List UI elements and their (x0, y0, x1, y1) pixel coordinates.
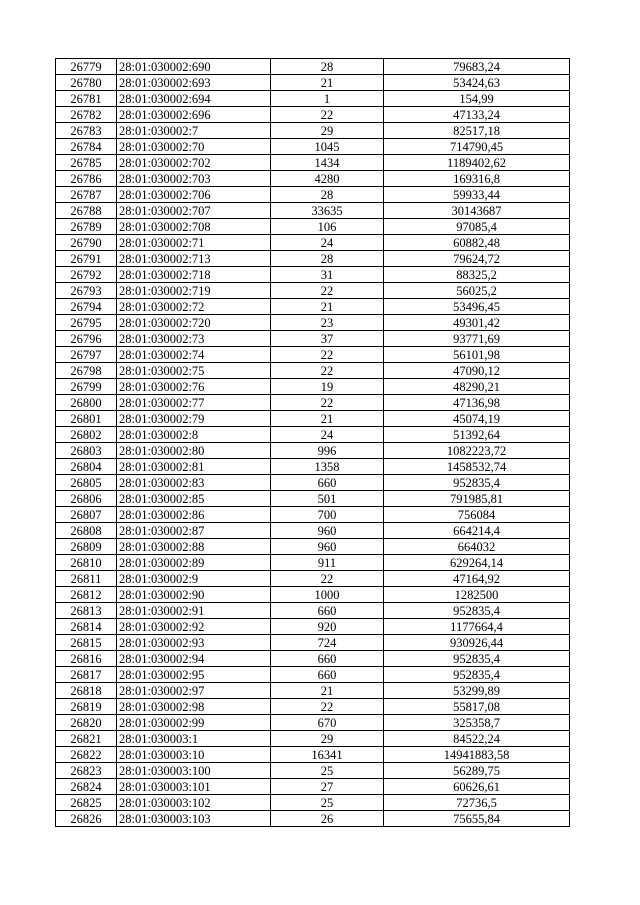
area-cell: 724 (271, 635, 384, 651)
value-cell: 952835,4 (384, 667, 570, 683)
value-cell: 714790,45 (384, 139, 570, 155)
row-number-cell: 26788 (56, 203, 117, 219)
row-number-cell: 26781 (56, 91, 117, 107)
table-row (56, 523, 570, 539)
row-number-cell: 26819 (56, 699, 117, 715)
row-number-cell: 26821 (56, 731, 117, 747)
row-number-cell: 26800 (56, 395, 117, 411)
value-cell: 60626,61 (384, 779, 570, 795)
row-number-cell: 26787 (56, 187, 117, 203)
row-number-cell: 26823 (56, 763, 117, 779)
value-cell: 952835,4 (384, 651, 570, 667)
table-row (56, 779, 570, 795)
row-number-cell: 26785 (56, 155, 117, 171)
row-number-cell: 26794 (56, 299, 117, 315)
area-cell: 960 (271, 523, 384, 539)
area-cell: 501 (271, 491, 384, 507)
row-number-cell: 26795 (56, 315, 117, 331)
area-cell: 21 (271, 411, 384, 427)
area-cell: 660 (271, 651, 384, 667)
table-row (56, 411, 570, 427)
row-number-cell: 26816 (56, 651, 117, 667)
table-row (56, 475, 570, 491)
cadastral-number-cell: 28:01:030002:97 (117, 683, 271, 699)
value-cell: 791985,81 (384, 491, 570, 507)
table-row (56, 363, 570, 379)
value-cell: 47136,98 (384, 395, 570, 411)
cadastral-number-cell: 28:01:030003:1 (117, 731, 271, 747)
table-row (56, 203, 570, 219)
value-cell: 53496,45 (384, 299, 570, 315)
cadastral-number-cell: 28:01:030002:74 (117, 347, 271, 363)
area-cell: 21 (271, 299, 384, 315)
value-cell: 1189402,62 (384, 155, 570, 171)
area-cell: 660 (271, 475, 384, 491)
value-cell: 664214,4 (384, 523, 570, 539)
table-row (56, 507, 570, 523)
area-cell: 22 (271, 283, 384, 299)
value-cell: 48290,21 (384, 379, 570, 395)
cadastral-number-cell: 28:01:030002:90 (117, 587, 271, 603)
cadastral-number-cell: 28:01:030002:95 (117, 667, 271, 683)
value-cell: 1082223,72 (384, 443, 570, 459)
value-cell: 79683,24 (384, 59, 570, 75)
value-cell: 82517,18 (384, 123, 570, 139)
cadastral-number-cell: 28:01:030003:102 (117, 795, 271, 811)
table-row (56, 299, 570, 315)
row-number-cell: 26783 (56, 123, 117, 139)
value-cell: 79624,72 (384, 251, 570, 267)
table-row (56, 667, 570, 683)
area-cell: 29 (271, 123, 384, 139)
table-row (56, 651, 570, 667)
row-number-cell: 26790 (56, 235, 117, 251)
area-cell: 23 (271, 315, 384, 331)
area-cell: 700 (271, 507, 384, 523)
table-row (56, 331, 570, 347)
value-cell: 88325,2 (384, 267, 570, 283)
cadastral-number-cell: 28:01:030002:98 (117, 699, 271, 715)
value-cell: 952835,4 (384, 475, 570, 491)
value-cell: 56101,98 (384, 347, 570, 363)
cadastral-number-cell: 28:01:030002:708 (117, 219, 271, 235)
table-row (56, 59, 570, 75)
row-number-cell: 26812 (56, 587, 117, 603)
value-cell: 47090,12 (384, 363, 570, 379)
value-cell: 45074,19 (384, 411, 570, 427)
cadastral-number-cell: 28:01:030002:86 (117, 507, 271, 523)
value-cell: 169316,8 (384, 171, 570, 187)
table-row (56, 395, 570, 411)
cadastral-number-cell: 28:01:030003:100 (117, 763, 271, 779)
value-cell: 59933,44 (384, 187, 570, 203)
row-number-cell: 26806 (56, 491, 117, 507)
cadastral-number-cell: 28:01:030002:73 (117, 331, 271, 347)
area-cell: 660 (271, 667, 384, 683)
row-number-cell: 26825 (56, 795, 117, 811)
row-number-cell: 26811 (56, 571, 117, 587)
cadastral-number-cell: 28:01:030002:706 (117, 187, 271, 203)
area-cell: 27 (271, 779, 384, 795)
area-cell: 920 (271, 619, 384, 635)
table-row (56, 379, 570, 395)
cadastral-number-cell: 28:01:030002:89 (117, 555, 271, 571)
row-number-cell: 26817 (56, 667, 117, 683)
row-number-cell: 26810 (56, 555, 117, 571)
area-cell: 22 (271, 699, 384, 715)
table-row (56, 459, 570, 475)
cadastral-number-cell: 28:01:030002:72 (117, 299, 271, 315)
row-number-cell: 26797 (56, 347, 117, 363)
cadastral-number-cell: 28:01:030002:8 (117, 427, 271, 443)
table-row (56, 747, 570, 763)
row-number-cell: 26813 (56, 603, 117, 619)
cadastral-number-cell: 28:01:030002:696 (117, 107, 271, 123)
area-cell: 911 (271, 555, 384, 571)
table-row (56, 283, 570, 299)
table-row (56, 315, 570, 331)
area-cell: 31 (271, 267, 384, 283)
table-row (56, 155, 570, 171)
row-number-cell: 26789 (56, 219, 117, 235)
table-row (56, 91, 570, 107)
table-row (56, 683, 570, 699)
area-cell: 22 (271, 395, 384, 411)
row-number-cell: 26807 (56, 507, 117, 523)
row-number-cell: 26809 (56, 539, 117, 555)
value-cell: 756084 (384, 507, 570, 523)
table-row (56, 555, 570, 571)
value-cell: 1177664,4 (384, 619, 570, 635)
area-cell: 21 (271, 75, 384, 91)
area-cell: 28 (271, 251, 384, 267)
value-cell: 72736,5 (384, 795, 570, 811)
row-number-cell: 26779 (56, 59, 117, 75)
table-row (56, 267, 570, 283)
table-row (56, 491, 570, 507)
cadastral-number-cell: 28:01:030002:85 (117, 491, 271, 507)
cadastral-number-cell: 28:01:030002:79 (117, 411, 271, 427)
cadastral-number-cell: 28:01:030002:702 (117, 155, 271, 171)
table-row (56, 219, 570, 235)
table-row (56, 571, 570, 587)
row-number-cell: 26793 (56, 283, 117, 299)
row-number-cell: 26808 (56, 523, 117, 539)
cadastral-number-cell: 28:01:030003:103 (117, 811, 271, 827)
value-cell: 952835,4 (384, 603, 570, 619)
value-cell: 1282500 (384, 587, 570, 603)
area-cell: 33635 (271, 203, 384, 219)
row-number-cell: 26805 (56, 475, 117, 491)
table-row (56, 635, 570, 651)
cadastral-number-cell: 28:01:030002:93 (117, 635, 271, 651)
area-cell: 22 (271, 571, 384, 587)
table-row (56, 603, 570, 619)
cadastral-number-cell: 28:01:030002:720 (117, 315, 271, 331)
value-cell: 56289,75 (384, 763, 570, 779)
area-cell: 24 (271, 235, 384, 251)
value-cell: 629264,14 (384, 555, 570, 571)
row-number-cell: 26822 (56, 747, 117, 763)
cadastral-number-cell: 28:01:030002:99 (117, 715, 271, 731)
cadastral-number-cell: 28:01:030002:76 (117, 379, 271, 395)
row-number-cell: 26786 (56, 171, 117, 187)
table-row (56, 75, 570, 91)
cadastral-number-cell: 28:01:030002:713 (117, 251, 271, 267)
cadastral-number-cell: 28:01:030002:718 (117, 267, 271, 283)
cadastral-number-cell: 28:01:030002:91 (117, 603, 271, 619)
value-cell: 930926,44 (384, 635, 570, 651)
cadastral-number-cell: 28:01:030002:87 (117, 523, 271, 539)
table-row (56, 811, 570, 827)
value-cell: 55817,08 (384, 699, 570, 715)
cadastral-number-cell: 28:01:030002:75 (117, 363, 271, 379)
cadastral-number-cell: 28:01:030002:690 (117, 59, 271, 75)
row-number-cell: 26780 (56, 75, 117, 91)
table-row (56, 187, 570, 203)
table-row (56, 763, 570, 779)
value-cell: 60882,48 (384, 235, 570, 251)
area-cell: 960 (271, 539, 384, 555)
area-cell: 106 (271, 219, 384, 235)
area-cell: 1045 (271, 139, 384, 155)
row-number-cell: 26796 (56, 331, 117, 347)
area-cell: 26 (271, 811, 384, 827)
row-number-cell: 26824 (56, 779, 117, 795)
table-row (56, 587, 570, 603)
value-cell: 47133,24 (384, 107, 570, 123)
area-cell: 22 (271, 347, 384, 363)
cadastral-number-cell: 28:01:030002:77 (117, 395, 271, 411)
row-number-cell: 26799 (56, 379, 117, 395)
row-number-cell: 26802 (56, 427, 117, 443)
table-row (56, 539, 570, 555)
row-number-cell: 26792 (56, 267, 117, 283)
cadastral-number-cell: 28:01:030003:10 (117, 747, 271, 763)
row-number-cell: 26791 (56, 251, 117, 267)
value-cell: 154,99 (384, 91, 570, 107)
cadastral-number-cell: 28:01:030002:7 (117, 123, 271, 139)
area-cell: 670 (271, 715, 384, 731)
area-cell: 28 (271, 187, 384, 203)
value-cell: 664032 (384, 539, 570, 555)
table-row (56, 699, 570, 715)
area-cell: 22 (271, 107, 384, 123)
table-row (56, 171, 570, 187)
row-number-cell: 26798 (56, 363, 117, 379)
cadastral-number-cell: 28:01:030002:92 (117, 619, 271, 635)
row-number-cell: 26782 (56, 107, 117, 123)
cadastral-number-cell: 28:01:030003:101 (117, 779, 271, 795)
value-cell: 47164,92 (384, 571, 570, 587)
value-cell: 14941883,58 (384, 747, 570, 763)
table-row (56, 427, 570, 443)
cadastral-number-cell: 28:01:030002:70 (117, 139, 271, 155)
table-row (56, 443, 570, 459)
table-row (56, 795, 570, 811)
area-cell: 19 (271, 379, 384, 395)
cadastral-number-cell: 28:01:030002:88 (117, 539, 271, 555)
cadastral-number-cell: 28:01:030002:83 (117, 475, 271, 491)
area-cell: 660 (271, 603, 384, 619)
table-row (56, 107, 570, 123)
table-body (56, 59, 570, 827)
area-cell: 25 (271, 795, 384, 811)
cadastral-number-cell: 28:01:030002:707 (117, 203, 271, 219)
area-cell: 37 (271, 331, 384, 347)
area-cell: 29 (271, 731, 384, 747)
table-row (56, 619, 570, 635)
cadastral-number-cell: 28:01:030002:81 (117, 459, 271, 475)
cadastral-number-cell: 28:01:030002:71 (117, 235, 271, 251)
row-number-cell: 26804 (56, 459, 117, 475)
cadastral-number-cell: 28:01:030002:694 (117, 91, 271, 107)
value-cell: 84522,24 (384, 731, 570, 747)
value-cell: 1458532,74 (384, 459, 570, 475)
area-cell: 21 (271, 683, 384, 699)
row-number-cell: 26818 (56, 683, 117, 699)
area-cell: 24 (271, 427, 384, 443)
value-cell: 75655,84 (384, 811, 570, 827)
row-number-cell: 26803 (56, 443, 117, 459)
area-cell: 25 (271, 763, 384, 779)
cadastral-number-cell: 28:01:030002:94 (117, 651, 271, 667)
row-number-cell: 26784 (56, 139, 117, 155)
area-cell: 1434 (271, 155, 384, 171)
cadastral-number-cell: 28:01:030002:9 (117, 571, 271, 587)
area-cell: 4280 (271, 171, 384, 187)
row-number-cell: 26814 (56, 619, 117, 635)
row-number-cell: 26826 (56, 811, 117, 827)
value-cell: 53424,63 (384, 75, 570, 91)
row-number-cell: 26801 (56, 411, 117, 427)
row-number-cell: 26820 (56, 715, 117, 731)
cadastral-number-cell: 28:01:030002:693 (117, 75, 271, 91)
area-cell: 1358 (271, 459, 384, 475)
table-row (56, 123, 570, 139)
table-row (56, 139, 570, 155)
table-row (56, 715, 570, 731)
value-cell: 325358,7 (384, 715, 570, 731)
value-cell: 30143687 (384, 203, 570, 219)
area-cell: 22 (271, 363, 384, 379)
area-cell: 28 (271, 59, 384, 75)
area-cell: 1 (271, 91, 384, 107)
value-cell: 97085,4 (384, 219, 570, 235)
value-cell: 49301,42 (384, 315, 570, 331)
row-number-cell: 26815 (56, 635, 117, 651)
value-cell: 53299,89 (384, 683, 570, 699)
cadastral-number-cell: 28:01:030002:80 (117, 443, 271, 459)
area-cell: 996 (271, 443, 384, 459)
area-cell: 1000 (271, 587, 384, 603)
value-cell: 93771,69 (384, 331, 570, 347)
value-cell: 51392,64 (384, 427, 570, 443)
cadastral-number-cell: 28:01:030002:703 (117, 171, 271, 187)
table-row (56, 235, 570, 251)
cadastral-table (55, 58, 570, 827)
table-row (56, 347, 570, 363)
table-row (56, 251, 570, 267)
value-cell: 56025,2 (384, 283, 570, 299)
cadastral-number-cell: 28:01:030002:719 (117, 283, 271, 299)
table-row (56, 731, 570, 747)
area-cell: 16341 (271, 747, 384, 763)
